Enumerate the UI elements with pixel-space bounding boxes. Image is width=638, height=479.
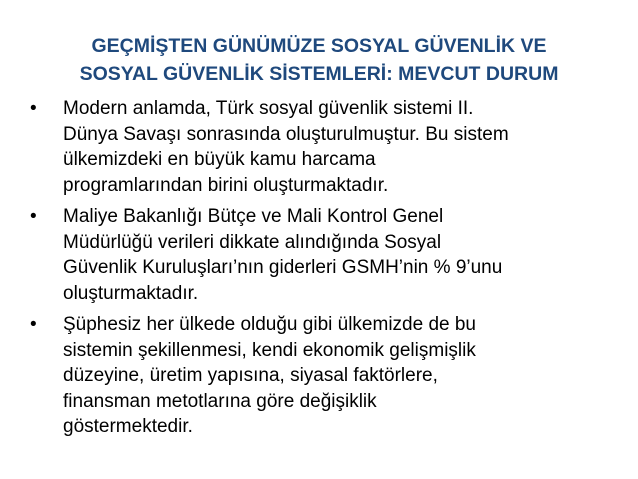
bullet-marker: •	[30, 98, 37, 119]
bullet-line: Şüphesiz her ülkede olduğu gibi ülkemizde de bu	[63, 314, 476, 335]
bullet-line: Modern anlamda, Türk sosyal güvenlik sistemi II.	[63, 98, 474, 119]
bullet-marker: •	[30, 314, 37, 335]
bullet-line: Maliye Bakanlığı Bütçe ve Mali Kontrol Genel	[63, 206, 444, 227]
bullet-marker: •	[30, 206, 37, 227]
bullet-line: Güvenlik Kuruluşları’nın giderleri GSMH’nin % 9’unu	[63, 257, 503, 278]
bullet-line: Dünya Savaşı sonrasında oluşturulmuştur. Bu sistem	[63, 123, 509, 145]
slide-title-line-2: SOSYAL GÜVENLİK SİSTEMLERİ: MEVCUT DURUM	[79, 63, 559, 85]
bullet-item-3	[30, 312, 626, 440]
bullet-text	[63, 312, 626, 440]
bullet-line: ülkemizdeki en büyük kamu harcama	[63, 149, 376, 170]
bullet-line: göstermektedir.	[63, 416, 193, 437]
bullet-line: düzeyine, üretim yapısına, siyasal faktörlere,	[63, 365, 438, 386]
bullet-line: sistemin şekillenmesi, kendi ekonomik gelişmişlik	[63, 339, 476, 361]
slide-title	[40, 32, 598, 88]
bullet-text	[63, 96, 626, 198]
bullet-line: Müdürlüğü verileri dikkate alındığında Sosyal	[63, 231, 442, 253]
slide-title-line-1: GEÇMİŞTEN GÜNÜMÜZE SOSYAL GÜVENLİK VE	[91, 35, 547, 57]
bullet-line: programlarından birini oluşturmaktadır.	[63, 174, 389, 196]
bullet-item-2	[30, 204, 626, 306]
bullet-text	[63, 204, 626, 306]
bullet-line: finansman metotlarına göre değişiklik	[63, 390, 377, 412]
bullet-item-1	[30, 96, 626, 198]
bullet-line: oluşturmaktadır.	[63, 282, 199, 304]
bullet-list	[30, 96, 626, 446]
